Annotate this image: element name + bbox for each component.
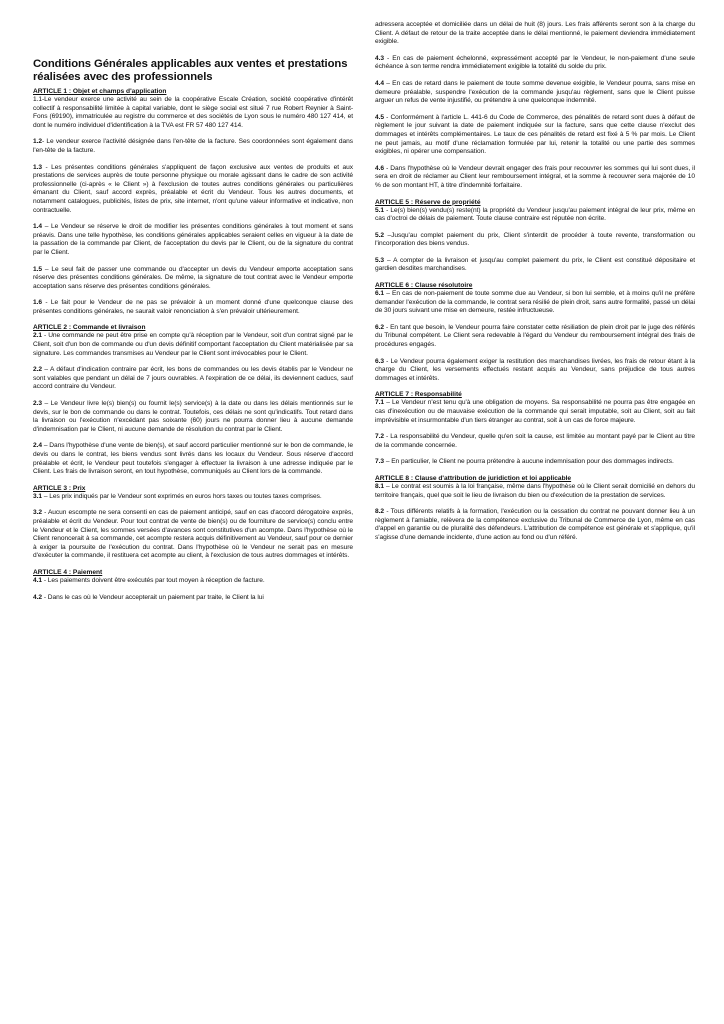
clause-text: - Le fait pour le Vendeur de ne pas se prévaloir à un moment donné d'une quelconque clause des présentes conditions générales, ne saurait valoir renonciation à s'en prévaloir ultérieurement.	[33, 299, 353, 315]
clause-text: - En cas de paiement échelonné, expressément accepté par le Vendeur, le non-paiement d'une seule échéance à son terme rendra immédiatement exigible la totalité du solde du prix.	[375, 54, 695, 71]
clause-number: 4.6	[375, 164, 385, 172]
clause-text: - Le(s) bien(s) vendu(s) reste(nt) la propriété du Vendeur jusqu'au paiement intégral de leur prix, même en cas d'octroi de délais de paiement. Toute clause contraire est réputée non écrite.	[375, 206, 695, 223]
clause-number: 7.1	[375, 399, 385, 407]
clause-text: - Les présentes conditions générales s'appliquent de façon exclusive aux ventes de produits et aux prestations de services auprès de toute personne physique ou morale agissant dans le cadre de son activité professionnelle (ci-après « le Client ») à l'exclusion de toutes autres conditions générales ou particulières émanant du Client, sauf accord exprès, préalable et écrit du Vendeur. Tous les autres documents, et notamment catalogues, publicités, listes de prix, site internet, n'ont qu'une valeur informative et indicative, non contractuelle.	[33, 163, 353, 214]
clause-number: 8.2	[375, 508, 385, 516]
article-heading: ARTICLE 4 : Paiement	[33, 568, 103, 576]
clause-number: 4.3	[375, 54, 385, 62]
article-heading: ARTICLE 2 : Commande et livraison	[33, 324, 146, 332]
clause-paragraph	[375, 508, 695, 542]
article-heading: ARTICLE 6 : Clause résolutoire	[375, 282, 473, 290]
clause-number: 4.5	[375, 113, 385, 121]
clause-paragraph	[33, 138, 353, 155]
clause-number: 1.3	[33, 163, 43, 171]
clause-text: – Le Vendeur n'est tenu qu'à une obligation de moyens. Sa responsabilité ne pourra pas être engagée en cas d'inexécution ou de mauvaise exécution de la commande qui serait imputable, soit au Client, soit au fait imprévisible et insurmontable d'un tiers étranger au contrat, soit à un cas de force majeure.	[375, 399, 695, 424]
clause-paragraph	[375, 433, 695, 450]
article-heading: ARTICLE 3 : Prix	[33, 484, 86, 492]
clause-paragraph	[375, 80, 695, 106]
clause-text: 1.1-Le vendeur exerce une activité au sein de la coopérative Escale Création, société coopérative d'intérêt collectif à responsabilité limitée à capital variable, dont le siège social est situé 7 rue Robert Reynier à Saint-Fons (69190), immatriculée au registre du commerce et des sociétés de Lyon sous le numéro 480 127 414, et dont le numéro individuel d'identification à la TVA est FR 57 480 127 414.	[33, 96, 353, 129]
article-heading: ARTICLE 5 : Réserve de propriété	[375, 198, 481, 206]
article-heading: ARTICLE 8 : Clause d'attribution de juridiction et loi applicable	[375, 474, 572, 482]
clause-text: – En cas de retard dans le paiement de toute somme devenue exigible, le Vendeur pourra, sans mise en demeure préalable, suspendre l'exécution de la commande jusqu'au règlement, sans que le Client puisse arguer un refus de vente injustifié, ou prétendre à une quelconque indemnité.	[375, 79, 695, 105]
clause-number: 7.2	[375, 433, 385, 441]
clause-text: - Les paiements doivent être exécutés par tout moyen à réception de facture.	[42, 576, 265, 584]
clause-text: - Aucun escompte ne sera consenti en cas de paiement anticipé, sauf en cas d'accord dérogatoire exprès, préalable et écrit du Vendeur. Pour tout contrat de vente de bien(s) ou de fourniture de service(s) conclu entre le Vendeur et le Client, les sommes versées d'avances sont constitutives d'un acompte. Dans l'hypothèse où le Client renoncerait à sa commande, cet acompte restera acquis définitivement au Vendeur, sauf pour ce dernier à exiger la poursuite de l'exécution du contrat. Dans l'hypothèse où le Vendeur ne serait pas en mesure d'exécuter la commande, il restituera cet acompte au client, à l'exclusion de tous autres dommages et intérêts.	[33, 509, 353, 560]
clause-paragraph	[33, 366, 353, 392]
clause-number: 3.1	[33, 492, 43, 500]
clause-text: - Dans l'hypothèse où le Vendeur devrait engager des frais pour recouvrer les sommes qui lui sont dues, il sera en droit de réclamer au Client leur remboursement intégral, et la somme à recouvrer sera majorée de 10 % de son montant HT, à titre d'indemnité forfaitaire.	[375, 164, 695, 189]
clause-number: 5.2	[375, 231, 385, 239]
clause-text: - Une commande ne peut être prise en compte qu'à réception par le Vendeur, soit d'un contrat signé par le Client, soit d'un bon de commande ou d'un devis définitif comportant l'acceptation du Client matérialisée par sa signature. Les commandes transmises au Vendeur par le Client sont irrévocables pour le Client.	[33, 332, 353, 357]
clause-number: 5.1	[375, 206, 385, 214]
clause-number: 4.2	[33, 593, 43, 601]
clause-paragraph	[33, 493, 353, 502]
clause-text: - Le Vendeur pourra également exiger la restitution des marchandises livrées, les frais de retour étant à la charge du Client, les versements effectués restant acquis au Vendeur, sans préjudice de tous autres dommages et intérêts.	[375, 357, 695, 382]
clause-paragraph	[375, 207, 695, 224]
clause-number: 1.4	[33, 223, 43, 231]
clause-number: 1.6	[33, 299, 43, 307]
clause-paragraph	[33, 509, 353, 561]
clause-paragraph	[33, 442, 353, 476]
clause-paragraph	[33, 164, 353, 216]
clause-paragraph	[375, 55, 695, 72]
clause-number: 2.2	[33, 366, 43, 374]
clause-number: 3.2	[33, 509, 43, 517]
clause-number: 5.3	[375, 256, 385, 264]
clause-text: - En tant que besoin, le Vendeur pourra faire constater cette résiliation de plein droit par le juge des référés du Tribunal compétent. Le Client sera redevable à l'égard du Vendeur du remboursement intégral des frais de procédures engagés.	[375, 323, 695, 349]
clause-text: adressera acceptée et domiciliée dans un délai de huit (8) jours. Les frais afférents seront son à la charge du Client. A défaut de retour de la traite acceptée dans le délai mentionné, le paiement deviendra immédiatement exigible.	[375, 21, 695, 46]
clause-paragraph	[375, 114, 695, 157]
clause-paragraph	[375, 165, 695, 191]
clause-text: – Les prix indiqués par le Vendeur sont exprimés en euros hors taxes ou toutes taxes comprises.	[42, 492, 322, 500]
clause-number: 4.1	[33, 576, 43, 584]
two-column-layout	[33, 21, 695, 610]
clause-paragraph	[33, 96, 353, 130]
clause-text: - Dans le cas où le Vendeur accepterait un paiement par traite, le Client la lui	[42, 593, 264, 601]
clause-paragraph	[33, 299, 353, 316]
clause-number: 4.4	[375, 79, 385, 87]
clause-paragraph	[33, 332, 353, 358]
clause-text: – Dans l'hypothèse d'une vente de bien(s), et sauf accord particulier mentionné sur le bon de commande, le devis ou dans le contrat, les biens vendus sont livrés dans les locaux du Vendeur. Sous réserve d'accord préalable et écrit, le Vendeur peut toutefois s'engager à effectuer la livraison à une adresse indiquée par le Client. Les frais de livraison seront, en tout hypothèse, communiqués au Client lors de la commande.	[33, 442, 353, 476]
clause-number: 2.3	[33, 400, 43, 408]
clause-number: 8.1	[375, 482, 385, 490]
clause-paragraph	[33, 266, 353, 292]
clause-text: - La responsabilité du Vendeur, quelle qu'en soit la cause, est limitée au montant payé par le Client au titre de la commande concernée.	[375, 433, 695, 449]
clause-paragraph	[375, 290, 695, 316]
clause-paragraph	[33, 223, 353, 257]
clause-paragraph	[375, 483, 695, 500]
clause-text: – Le contrat est soumis à la loi française, même dans l'hypothèse où le Client serait domicilié en dehors du territoire français, quel que soit le lieu de livraison du bien ou d'exécution de la prestation de services.	[375, 482, 695, 499]
document-title: Conditions Générales applicables aux ventes et prestations réalisées avec des professionnels	[33, 58, 348, 83]
clause-number: 1.5	[33, 265, 43, 273]
clause-paragraph	[375, 324, 695, 350]
clause-number: 6.1	[375, 290, 385, 298]
clause-text: - Le vendeur exerce l'activité désignée dans l'en-tête de la facture. Ses coordonnées sont également dans l'en-tête de la facture.	[33, 138, 353, 154]
clause-paragraph	[375, 232, 695, 249]
clause-number: 2.1	[33, 332, 43, 340]
clause-text: – En particulier, le Client ne pourra prétendre à aucune indemnisation pour des dommages indirects.	[384, 458, 674, 466]
left-column	[33, 58, 353, 610]
clause-paragraph	[33, 577, 353, 586]
clause-paragraph	[33, 400, 353, 434]
clause-number: 6.2	[375, 323, 385, 331]
article-heading: ARTICLE 1 : Objet et champs d'application	[33, 88, 167, 95]
clause-number: 6.3	[375, 357, 385, 365]
clause-paragraph	[375, 458, 695, 467]
clause-number: 7.3	[375, 458, 385, 466]
right-column	[375, 21, 695, 610]
clause-text: - Conformément à l'article L. 441-6 du Code de Commerce, des pénalités de retard sont dues à défaut de règlement le jour suivant la date de paiement indiquée sur la facture, sans que cette clause n'exclut des dommages et intérêts complémentaires. Le taux de ces pénalités de retard est fixé à 5 % par mois. Le Client ne peut jamais, au motif d'une réclamation formulée par lui, retenir la totalité ou une partie des sommes exigibles, ni opérer une compensation.	[375, 113, 695, 156]
clause-text: – Le Vendeur se réserve le droit de modifier les présentes conditions générales à tout moment et sans préavis. Dans une telle hypothèse, les conditions générales applicables seraient celles en vigueur à la date de la passation de la commande par Client, de l'acceptation du devis par le Client, ou de la signature du contrat par le Client.	[33, 223, 353, 256]
article-heading: ARTICLE 7 : Responsabilité	[375, 391, 462, 399]
clause-paragraph	[375, 358, 695, 384]
clause-number: 2.4	[33, 442, 43, 450]
clause-text: –Jusqu'au complet paiement du prix, Client s'interdit de procéder à toute revente, transformation ou l'incorporation des biens vendus.	[375, 231, 695, 248]
clause-paragraph	[33, 594, 353, 603]
clause-text: – A défaut d'indication contraire par écrit, les bons de commandes ou les devis établis par le Vendeur ne sont valables que pendant un délai de 7 jours ouvrables. A l'expiration de ce délai, ils deviennent caducs, sauf accord contraire du Vendeur.	[33, 366, 353, 391]
clause-paragraph	[375, 257, 695, 274]
clause-number: 1.2	[33, 138, 43, 146]
clause-paragraph	[375, 399, 695, 425]
clause-text: – Le Vendeur livre le(s) bien(s) ou fournit le(s) service(s) à la date ou dans les délais mentionnés sur le devis, sur le bon de commande ou dans le contrat. Toutefois, ces délais ne sont qu'indicatifs. Tout retard dans la livraison ou l'exécution n'excédant pas soixante (60) jours ne pourra donner lieu à aucune demande d'indemnisation par le Client, ni aucune demande de résolution du contrat par le Client.	[33, 400, 353, 433]
clause-text: – En cas de non-paiement de toute somme due au Vendeur, si bon lui semble, et à moins qu'il ne préfère demander l'exécution de la commande, le contrat sera résilié de plein droit, sans autre formalité, passé un délai de 30 jours suivant une mise en demeure, restée infructueuse.	[375, 290, 695, 315]
clause-text: – A compter de la livraison et jusqu'au complet paiement du prix, le Client est constitué dépositaire et gardien desdites marchandises.	[375, 256, 695, 273]
clause-paragraph	[375, 21, 695, 47]
clause-text: – Le seul fait de passer une commande ou d'accepter un devis du Vendeur emporte acceptation sans réserve des présentes conditions générales. De même, la signature de tout contrat avec le Vendeur emporte acceptation sans réserve des présentes conditions générales.	[33, 265, 353, 290]
clause-text: - Tous différents relatifs à la formation, l'exécution ou la cessation du contrat ne pouvant donner lieu à un règlement à l'amiable, relèvera de la compétence exclusive du Tribunal de Commerce de Lyon, même en cas d'appel en garantie ou de pluralité des défendeurs. L'attribution de compétence est générale et s'applique, qu'il s'agisse d'une demande incidente, d'une action au fond ou d'un référé.	[375, 508, 695, 541]
